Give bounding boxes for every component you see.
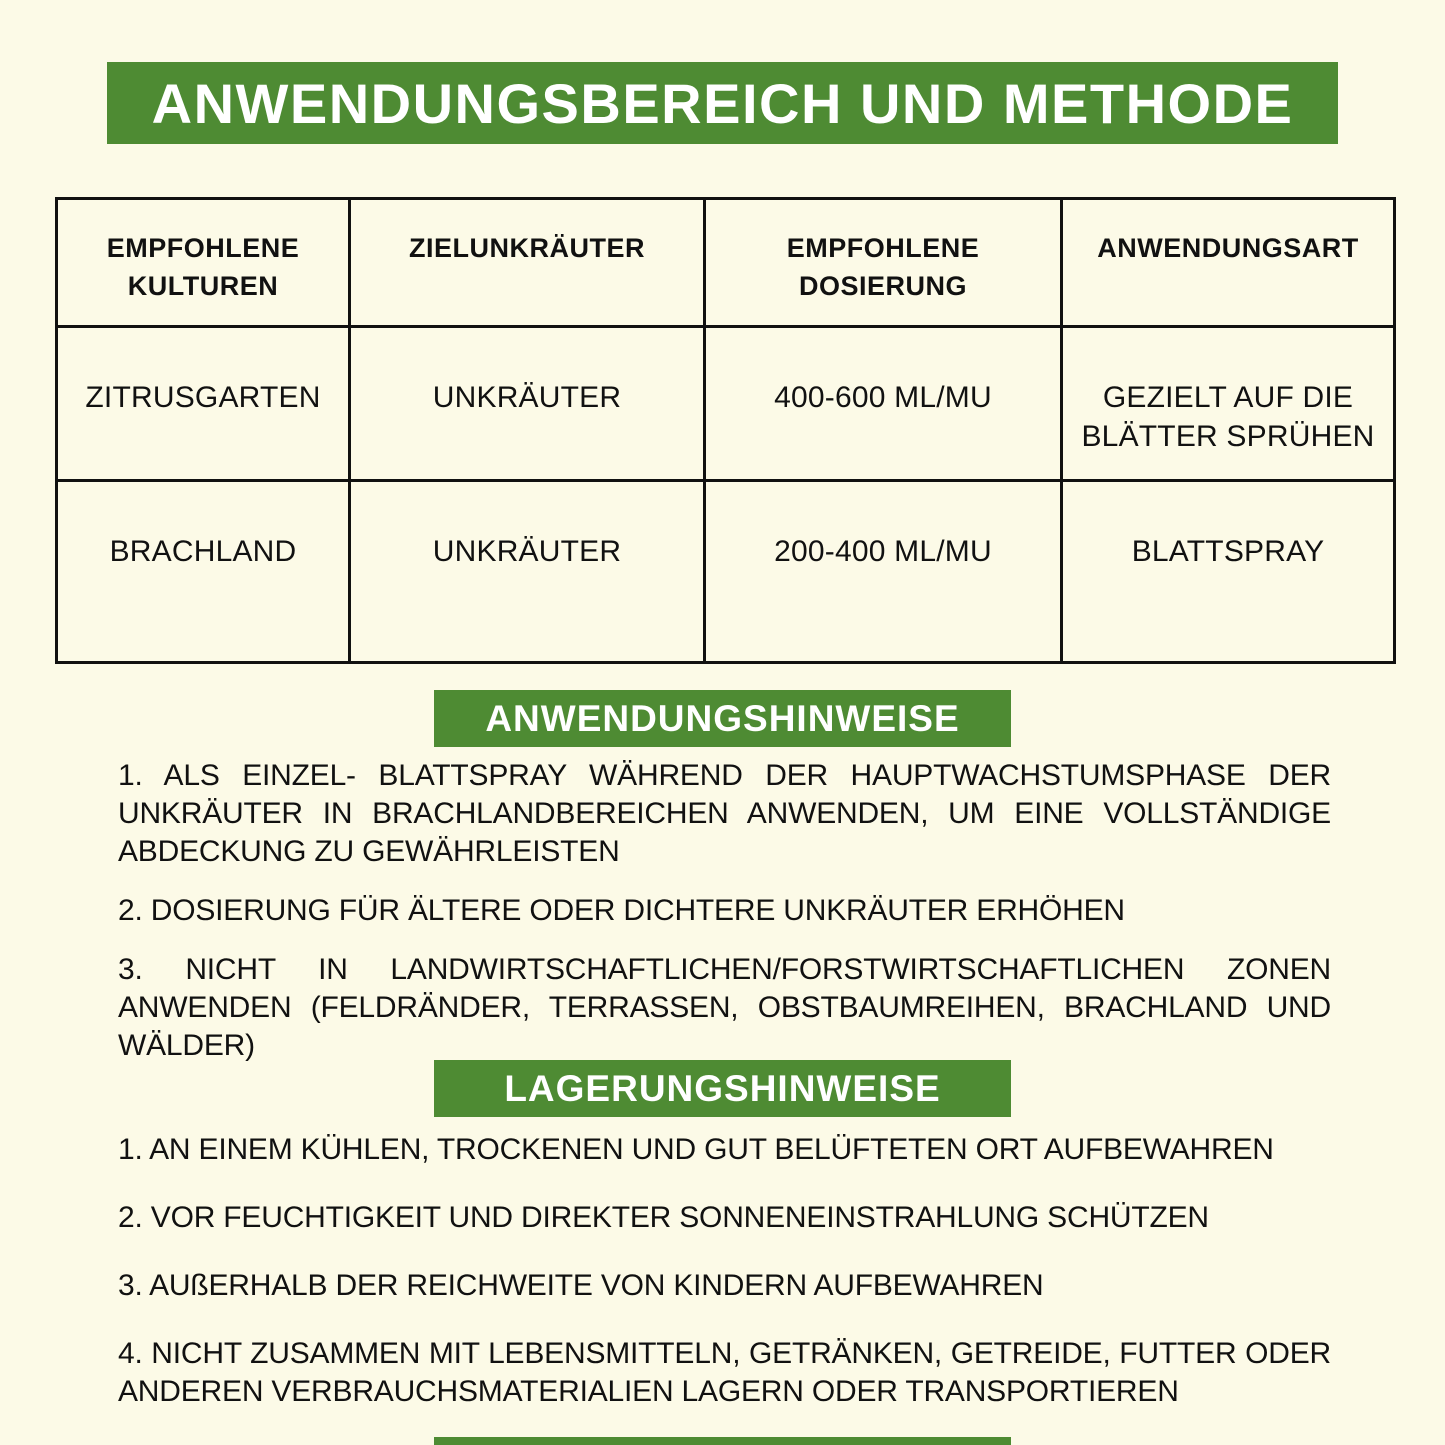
main-title-banner [107,62,1338,144]
table-header-row [57,199,1395,327]
usage-note-item: 3. NICHT IN LANDWIRTSCHAFTLICHEN/FORSTWIRTSCHAFTLICHEN ZONEN ANWENDEN (FELDRÄNDER, TERRASSEN, OBSTBAUMREIHEN, BRACHLAND UND WÄLDER) [118,953,1331,1062]
usage-note-item: 2. DOSIERUNG FÜR ÄLTERE ODER DICHTERE UNKRÄUTER ERHÖHEN [118,894,1125,927]
storage-note-item: 1. AN EINEM KÜHLEN, TROCKENEN UND GUT BELÜFTETEN ORT AUFBEWAHREN [118,1133,1274,1166]
storage-notes-banner [434,1060,1011,1117]
storage-note-item: 4. NICHT ZUSAMMEN MIT LEBENSMITTELN, GETRÄNKEN, GETREIDE, FUTTER ODER ANDEREN VERBRAUCHSMATERIALIEN LAGERN ODER TRANSPORTIEREN [118,1337,1331,1408]
table-cell-application-type: GEZIELT AUF DIE BLÄTTER SPRÜHEN [1062,327,1395,481]
table-cell-culture: BRACHLAND [57,481,350,663]
table-cell-application-type: BLATTSPRAY [1062,481,1395,663]
table-cell-target-weed: UNKRÄUTER [350,481,705,663]
column-header-target-weeds: ZIELUNKRÄUTER [350,199,705,327]
table-cell-culture: ZITRUSGARTEN [57,327,350,481]
table-cell-target-weed: UNKRÄUTER [350,327,705,481]
page-title: ANWENDUNGSBEREICH UND METHODE [151,71,1294,135]
table-cell-dosage: 400-600 ML/MU [705,327,1062,481]
usage-notes-banner [434,690,1011,747]
table-cell-dosage: 200-400 ML/MU [705,481,1062,663]
application-table [55,197,1396,664]
table-row [57,327,1395,481]
storage-notes-list [118,1131,1331,1441]
storage-note-item: 2. VOR FEUCHTIGKEIT UND DIREKTER SONNENEINSTRAHLUNG SCHÜTZEN [118,1201,1209,1234]
storage-note-item: 3. AUßERHALB DER REICHWEITE VON KINDERN AUFBEWAHREN [118,1269,1044,1302]
usage-notes-list [118,757,1331,1086]
storage-notes-title: LAGERUNGSHINWEISE [504,1067,941,1109]
table-row [57,481,1395,663]
column-header-cultures: EMPFOHLENE KULTUREN [57,199,350,327]
next-section-banner-partial [434,1437,1011,1445]
column-header-application-type: ANWENDUNGSART [1062,199,1395,327]
usage-note-item: 1. ALS EINZEL- BLATTSPRAY WÄHREND DER HAUPTWACHSTUMSPHASE DER UNKRÄUTER IN BRACHLANDBEREICHEN ANWENDEN, UM EINE VOLLSTÄNDIGE ABDECKUNG ZU GEWÄHRLEISTEN [118,759,1331,868]
usage-notes-title: ANWENDUNGSHINWEISE [485,697,960,739]
column-header-dosage: EMPFOHLENE DOSIERUNG [705,199,1062,327]
